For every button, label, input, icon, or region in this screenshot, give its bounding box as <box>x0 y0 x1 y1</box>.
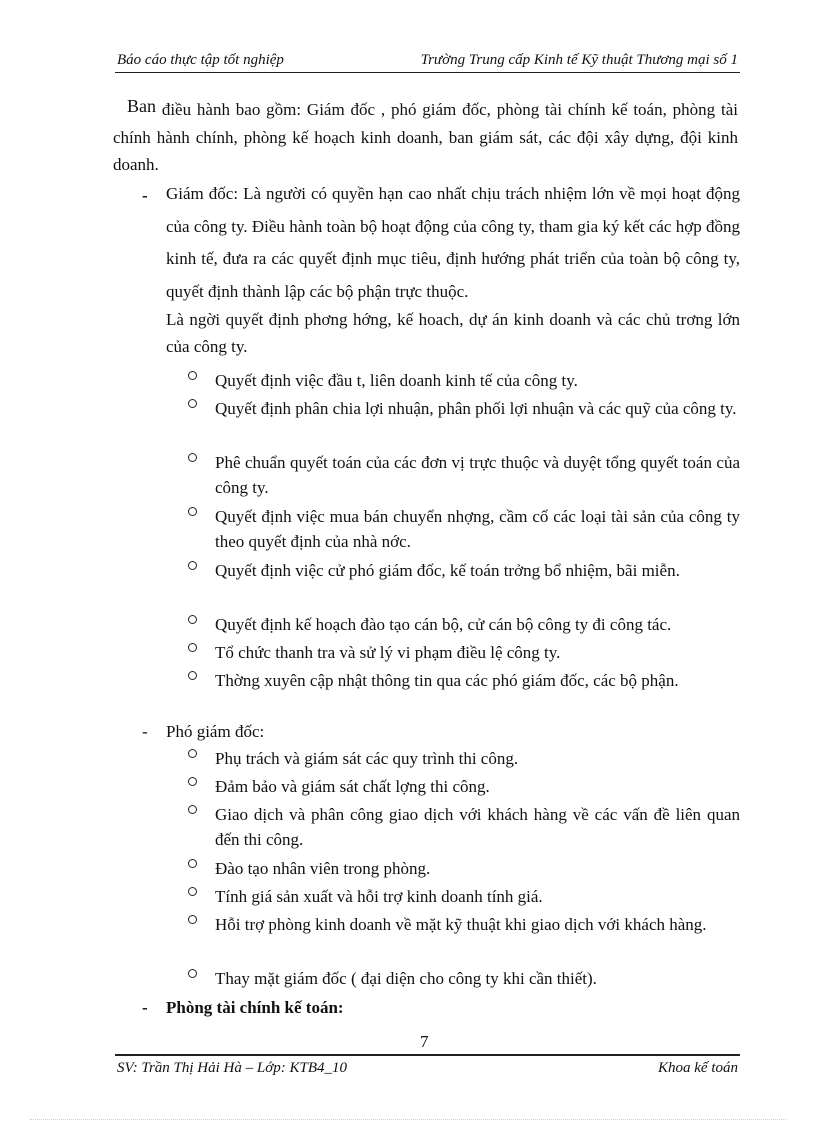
dash-bullet: - <box>142 998 148 1017</box>
footer-student-info: SV: Trần Thị Hải Hà – Lớp: KTB4_10 <box>117 1060 347 1076</box>
list-item: Thay mặt giám đốc ( đại diện cho công ty khi cần thiết). <box>188 966 740 991</box>
circle-bullet-icon <box>188 643 197 652</box>
circle-bullet-icon <box>188 969 197 978</box>
circle-bullet-icon <box>188 915 197 924</box>
circle-bullet-icon <box>188 561 197 570</box>
list-item: Thờng xuyên cập nhật thông tin qua các phó giám đốc, các bộ phận. <box>188 668 740 693</box>
list-item: Đào tạo nhân viên trong phòng. <box>188 856 740 881</box>
page-number: 7 <box>420 1032 429 1051</box>
circle-bullet-icon <box>188 399 197 408</box>
list-item: Phê chuẩn quyết toán của các đơn vị trực thuộc và duyệt tổng quyết toán của công ty. <box>188 450 740 500</box>
list-item: Tổ chức thanh tra và sử lý vi phạm điều lệ công ty. <box>188 640 740 665</box>
circle-bullet-icon <box>188 859 197 868</box>
list-item: Hỗi trợ phòng kinh doanh về mặt kỹ thuật khi giao dịch với khách hàng. <box>188 912 740 937</box>
list-item: Tính giá sản xuất và hỗi trợ kinh doanh tính giá. <box>188 884 740 909</box>
page-header <box>115 50 740 73</box>
dash-bullet: - <box>142 186 148 205</box>
circle-bullet-icon <box>188 371 197 380</box>
list-item: Quyết định việc mua bán chuyển nhợng, cầm cố các loại tài sản của công ty theo quyết định của nhà nớc. <box>188 504 740 554</box>
giam-doc-description: Giám đốc: Là người có quyền hạn cao nhất chịu trách nhiệm lớn về mọi hoạt động của công ty. Điều hành toàn bộ hoạt động của công ty, tham gia ký kết các hợp đồng kinh tế, đưa ra các quyết định mục tiêu, định hướng phát triển của toàn bộ công ty, quyết định thành lập các bộ phận trực thuộc. <box>166 184 740 301</box>
circle-bullet-icon <box>188 749 197 758</box>
list-item: Phụ trách và giám sát các quy trình thi công. <box>188 746 740 771</box>
pho-giam-doc-heading <box>142 719 264 744</box>
circle-bullet-icon <box>188 671 197 680</box>
footer-department: Khoa kế toán <box>658 1060 738 1076</box>
list-item: Đảm bảo và giám sát chất lợng thi công. <box>188 774 740 799</box>
giam-doc-role-summary: Là ngời quyết định phơng hớng, kế hoach, dự án kinh doanh và các chủ trơng lớn của công ty. <box>166 310 740 356</box>
intro-text: điều hành bao gồm: Giám đốc , phó giám đốc, phòng tài chính kế toán, phòng tài chính hành chính, phòng kế hoạch kinh doanh, ban giám sát, các đội xây dựng, đội kinh doanh. <box>113 100 738 174</box>
list-item: Quyết định phân chia lợi nhuận, phân phối lợi nhuận và các quỹ của công ty. <box>188 396 740 421</box>
circle-bullet-icon <box>188 887 197 896</box>
pho-giam-doc-title: Phó giám đốc: <box>166 722 265 741</box>
dash-bullet: - <box>142 722 148 741</box>
circle-bullet-icon <box>188 805 197 814</box>
list-item: Quyết định việc cử phó giám đốc, kế toán trởng bổ nhiệm, bãi miễn. <box>188 558 740 583</box>
intro-paragraph <box>113 96 738 179</box>
circle-bullet-icon <box>188 615 197 624</box>
list-item: Quyết định việc đầu t, liên doanh kinh tế của công ty. <box>188 368 740 393</box>
page-footer <box>115 1054 740 1078</box>
giam-doc-section <box>142 178 740 360</box>
page-edge-divider <box>30 1119 786 1120</box>
list-item: Quyết định kế hoạch đào tạo cán bộ, cử cán bộ công ty đi công tác. <box>188 612 740 637</box>
phong-tai-chinh-ke-toan-title: Phòng tài chính kế toán: <box>166 998 344 1017</box>
phong-tai-chinh-ke-toan-heading <box>142 995 344 1020</box>
header-school-name: Trường Trung cấp Kinh tế Kỹ thuật Thương mại số 1 <box>420 52 738 68</box>
list-item: Giao dịch và phân công giao dịch với khách hàng về các vấn đề liên quan đến thi công. <box>188 802 740 852</box>
header-report-title: Báo cáo thực tập tốt nghiệp <box>117 52 284 68</box>
intro-lead-word: Ban <box>127 96 156 116</box>
circle-bullet-icon <box>188 777 197 786</box>
circle-bullet-icon <box>188 453 197 462</box>
circle-bullet-icon <box>188 507 197 516</box>
